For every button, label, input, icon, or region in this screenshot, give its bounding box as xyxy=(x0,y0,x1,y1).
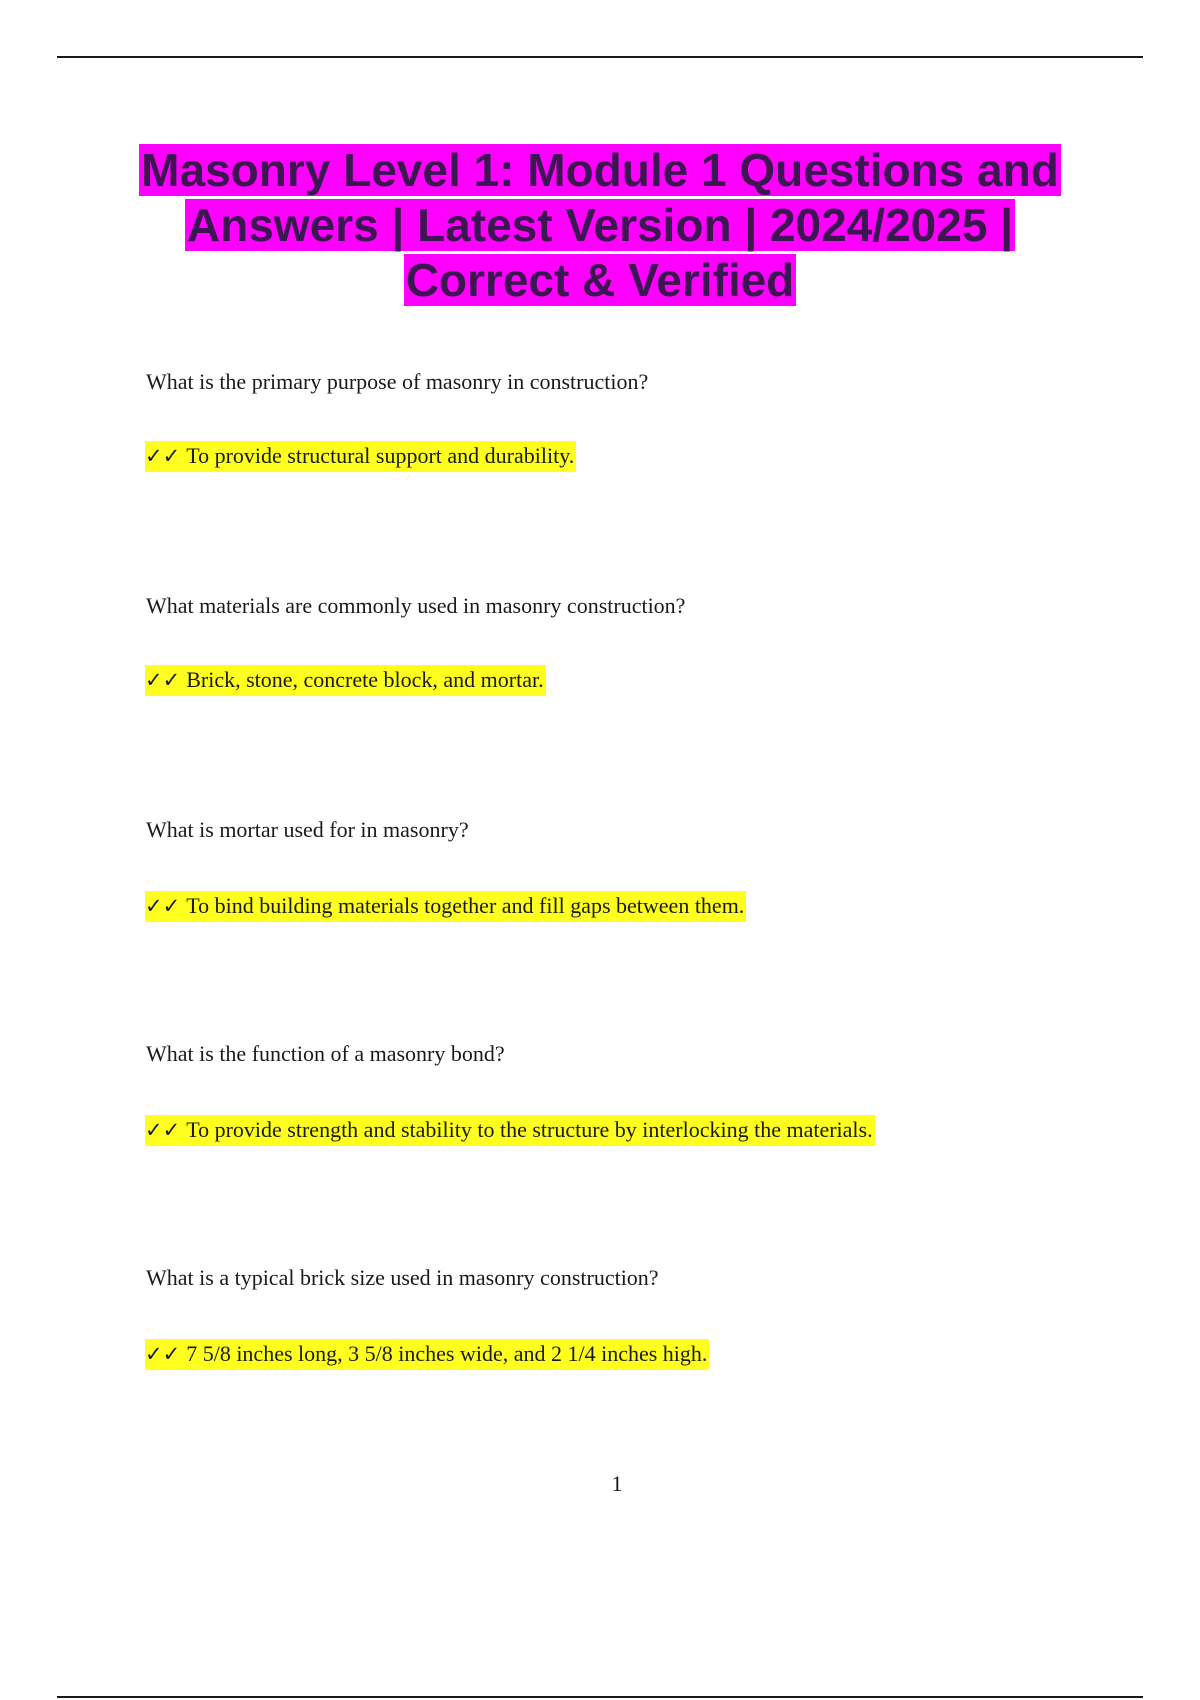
answer-highlight xyxy=(145,891,746,922)
question-3: What is mortar used for in masonry? xyxy=(146,817,469,842)
answer-text: To bind building materials together and fill gaps between them. xyxy=(186,893,745,918)
double-check-icon: ✓✓ xyxy=(145,1118,181,1142)
answer-4 xyxy=(145,1116,875,1144)
question-5: What is a typical brick size used in masonry construction? xyxy=(146,1265,659,1290)
document-title xyxy=(100,143,1100,308)
answer-text: To provide strength and stability to the structure by interlocking the materials. xyxy=(186,1117,873,1142)
double-check-icon: ✓✓ xyxy=(145,894,181,918)
double-check-icon: ✓✓ xyxy=(145,1342,181,1366)
answer-text: 7 5/8 inches long, 3 5/8 inches wide, and 2 1/4 inches high. xyxy=(186,1341,708,1366)
answer-highlight xyxy=(145,1115,875,1146)
question-2: What materials are commonly used in masonry construction? xyxy=(146,593,686,618)
answer-text: To provide structural support and durability. xyxy=(186,443,575,468)
double-check-icon: ✓✓ xyxy=(145,444,181,468)
answer-text: Brick, stone, concrete block, and mortar. xyxy=(186,667,544,692)
answer-highlight xyxy=(145,441,576,472)
answer-2 xyxy=(145,666,546,694)
title-highlight: Masonry Level 1: Module 1 Questions and Answers | Latest Version | 2024/2025 | Correct & Verified xyxy=(141,144,1059,306)
answer-1 xyxy=(145,442,576,470)
page-number: 1 xyxy=(611,1471,623,1496)
bottom-rule xyxy=(57,1696,1143,1698)
answer-highlight xyxy=(145,1339,709,1370)
double-check-icon: ✓✓ xyxy=(145,668,181,692)
answer-highlight xyxy=(145,665,546,696)
answer-5 xyxy=(145,1340,709,1368)
question-4: What is the function of a masonry bond? xyxy=(146,1041,505,1066)
question-1: What is the primary purpose of masonry in construction? xyxy=(146,369,649,394)
answer-3 xyxy=(145,892,746,920)
top-rule xyxy=(57,56,1143,58)
